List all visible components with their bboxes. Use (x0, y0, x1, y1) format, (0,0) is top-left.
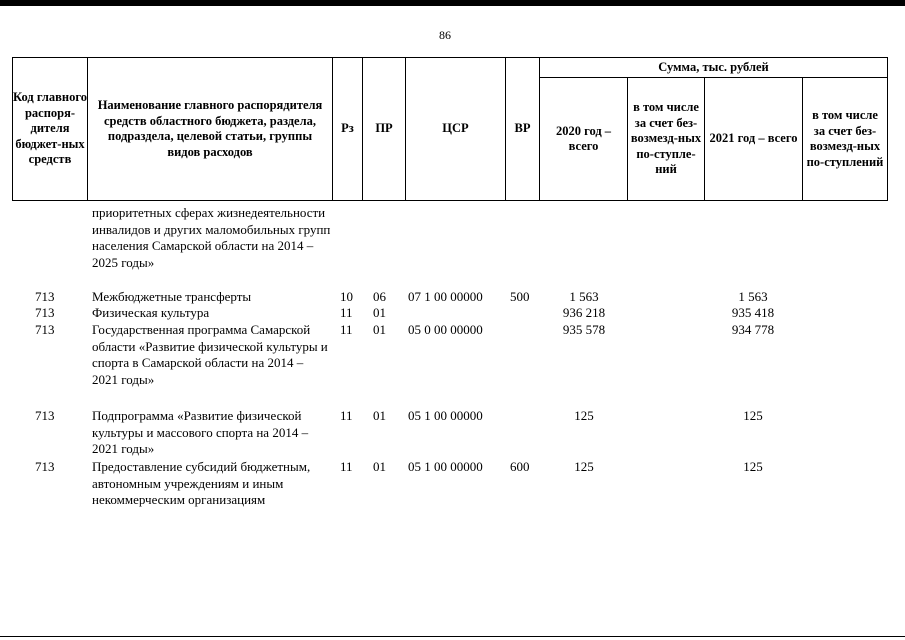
row-name: Межбюджетные трансферты (92, 289, 252, 304)
header-2021-total: 2021 год – всего (709, 131, 798, 146)
row-name: Предоставление субсидий бюджетным, автономным учреждениям и иным некоммерческим организациям (92, 459, 311, 507)
header-pr: ПР (375, 121, 393, 136)
row-name: Государственная программа Самарской области «Развитие физической культуры и спорта в Самарской области на 2014 – 2021 годы» (92, 322, 328, 387)
row-name: приоритетных сферах жизнедеятельности инвалидов и других маломобильных групп населения Самарской области на 2014 – 2025 годы» (92, 205, 331, 270)
row-vr: 600 (510, 459, 530, 474)
header-2020-total: 2020 год – всего (555, 123, 612, 153)
header-csr: ЦСР (442, 121, 469, 136)
page-number: 86 (439, 28, 451, 42)
row-code: 713 (35, 289, 55, 304)
row-pr: 01 (373, 408, 386, 423)
header-2020-free: в том числе за счет без-возмезд-ных по-ступле-ний (630, 100, 702, 177)
table-header (12, 57, 888, 201)
row-sum-2020: 1 563 (569, 289, 599, 304)
row-pr: 06 (373, 289, 386, 304)
row-sum-2020: 935 578 (562, 322, 606, 337)
row-code: 713 (35, 459, 55, 474)
row-csr: 05 0 00 00000 (408, 322, 483, 337)
row-sum-2021: 125 (743, 408, 763, 423)
row-csr: 05 1 00 00000 (408, 459, 483, 474)
header-rz: Рз (341, 121, 354, 136)
header-code: Код главного распоря-дителя бюджет-ных средств (13, 90, 87, 167)
row-pr: 01 (373, 459, 386, 474)
row-code: 713 (35, 305, 55, 320)
row-sum-2021: 935 418 (731, 305, 775, 320)
row-vr: 500 (510, 289, 530, 304)
row-sum-2020: 936 218 (562, 305, 606, 320)
top-border (0, 0, 905, 6)
row-sum-2021: 934 778 (731, 322, 775, 337)
header-name: Наименование главного распорядителя средств областного бюджета, раздела, подраздела, целевой статьи, группы видов расходов (97, 98, 323, 159)
row-rz: 11 (340, 408, 353, 423)
row-rz: 11 (340, 322, 353, 337)
row-code: 713 (35, 408, 55, 423)
row-pr: 01 (373, 322, 386, 337)
row-pr: 01 (373, 305, 386, 320)
row-csr: 07 1 00 00000 (408, 289, 483, 304)
row-code: 713 (35, 322, 55, 337)
row-rz: 10 (340, 289, 353, 304)
row-csr: 05 1 00 00000 (408, 408, 483, 423)
row-sum-2020: 125 (574, 408, 594, 423)
row-sum-2020: 125 (574, 459, 594, 474)
row-sum-2021: 125 (743, 459, 763, 474)
row-name: Подпрограмма «Развитие физической культуры и массового спорта на 2014 – 2021 годы» (92, 408, 309, 456)
header-2021-free: в том числе за счет без-возмезд-ных по-ступлений (806, 108, 884, 169)
header-sum-title: Сумма, тыс. рублей (658, 59, 769, 74)
header-vr: ВР (514, 121, 531, 136)
row-rz: 11 (340, 305, 353, 320)
bottom-border (0, 636, 905, 637)
row-name: Физическая культура (92, 305, 210, 320)
row-rz: 11 (340, 459, 353, 474)
row-sum-2021: 1 563 (738, 289, 768, 304)
